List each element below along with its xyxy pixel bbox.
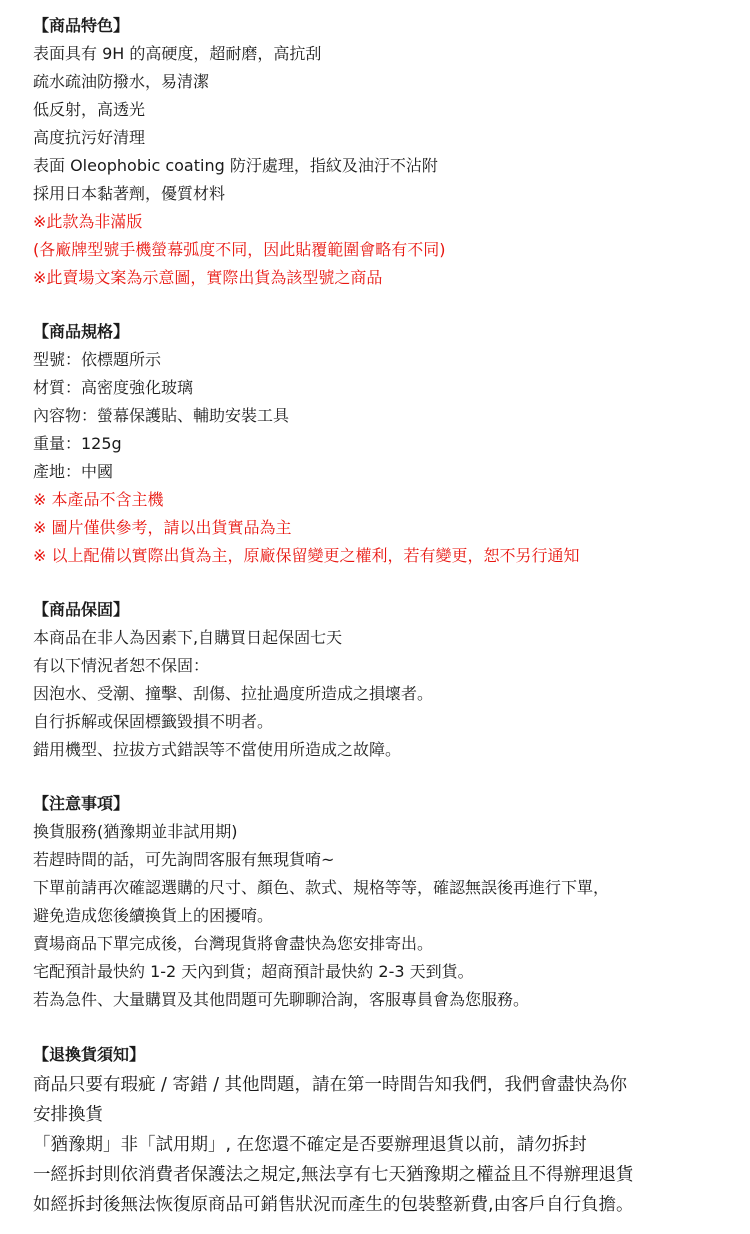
returns-line: 「猶豫期」非「試用期」, 在您還不確定是否要辦理退貨以前，請勿拆封	[33, 1135, 587, 1155]
warranty-section	[33, 596, 750, 764]
notice-line: 若為急件、大量購買及其他問題可先聊聊洽詢，客服專員會為您服務。	[33, 990, 530, 1009]
feature-line: 高度抗污好清理	[33, 128, 146, 147]
returns-line: 如經拆封後無法恢復原商品可銷售狀況而產生的包裝整新費,由客戶自行負擔。	[33, 1195, 634, 1215]
notice-line: 換貨服務(猶豫期並非試用期)	[33, 822, 238, 841]
notice-line: 若趕時間的話，可先詢問客服有無現貨唷~	[33, 850, 335, 869]
warranty-line: 錯用機型、拉拔方式錯誤等不當使用所造成之故障。	[33, 740, 402, 759]
warranty-line: 有以下情況者恕不保固：	[33, 656, 210, 675]
specs-section	[33, 318, 750, 570]
notice-line: 下單前請再次確認選購的尺寸、顏色、款式、規格等等，確認無誤後再進行下單，	[33, 878, 610, 897]
feature-line: 表面具有 9H 的高硬度，超耐磨，高抗刮	[33, 44, 322, 63]
warranty-line: 自行拆解或保固標籤毀損不明者。	[33, 712, 274, 731]
spec-line: 重量：125g	[33, 434, 122, 453]
section-heading: 【注意事項】	[33, 794, 130, 813]
warranty-line: 本商品在非人為因素下,自購買日起保固七天	[33, 628, 343, 647]
section-heading: 【商品特色】	[33, 16, 130, 35]
returns-line: 一經拆封則依消費者保護法之規定,無法享有七天猶豫期之權益且不得辦理退貨	[33, 1165, 634, 1185]
returns-line: 安排換貨	[33, 1105, 103, 1125]
feature-line: 採用日本黏著劑，優質材料	[33, 184, 226, 203]
feature-note: ※此款為非滿版	[33, 212, 143, 231]
notice-section	[33, 790, 750, 1014]
returns-section	[33, 1040, 750, 1220]
spec-note: ※ 以上配備以實際出貨為主，原廠保留變更之權利，若有變更，恕不另行通知	[33, 546, 580, 565]
spec-note: ※ 本產品不含主機	[33, 490, 164, 509]
spec-line: 材質：高密度強化玻璃	[33, 378, 194, 397]
feature-line: 疏水疏油防撥水，易清潔	[33, 72, 210, 91]
spec-line: 型號：依標題所示	[33, 350, 162, 369]
feature-note: ※此賣場文案為示意圖，實際出貨為該型號之商品	[33, 268, 383, 287]
section-heading: 【商品規格】	[33, 322, 130, 341]
spec-line: 內容物：螢幕保護貼、輔助安裝工具	[33, 406, 290, 425]
warranty-line: 因泡水、受潮、撞擊、刮傷、拉扯過度所造成之損壞者。	[33, 684, 434, 703]
returns-line: 商品只要有瑕疵 / 寄錯 / 其他問題，請在第一時間告知我們，我們會盡快為你	[33, 1075, 628, 1095]
notice-line: 宅配預計最快約 1-2 天內到貨；超商預計最快約 2-3 天到貨。	[33, 962, 474, 981]
section-heading: 【退換貨須知】	[33, 1045, 146, 1064]
features-section	[33, 12, 750, 292]
feature-line: 表面 Oleophobic coating 防汙處理，指紋及油汙不沾附	[33, 156, 438, 175]
notice-line: 賣場商品下單完成後，台灣現貨將會盡快為您安排寄出。	[33, 934, 434, 953]
feature-note: (各廠牌型號手機螢幕弧度不同，因此貼覆範圍會略有不同)	[33, 240, 446, 259]
notice-line: 避免造成您後續換貨上的困擾唷。	[33, 906, 274, 925]
feature-line: 低反射，高透光	[33, 100, 146, 119]
spec-note: ※ 圖片僅供參考，請以出貨實品為主	[33, 518, 292, 537]
spec-line: 產地：中國	[33, 462, 114, 481]
section-heading: 【商品保固】	[33, 600, 130, 619]
